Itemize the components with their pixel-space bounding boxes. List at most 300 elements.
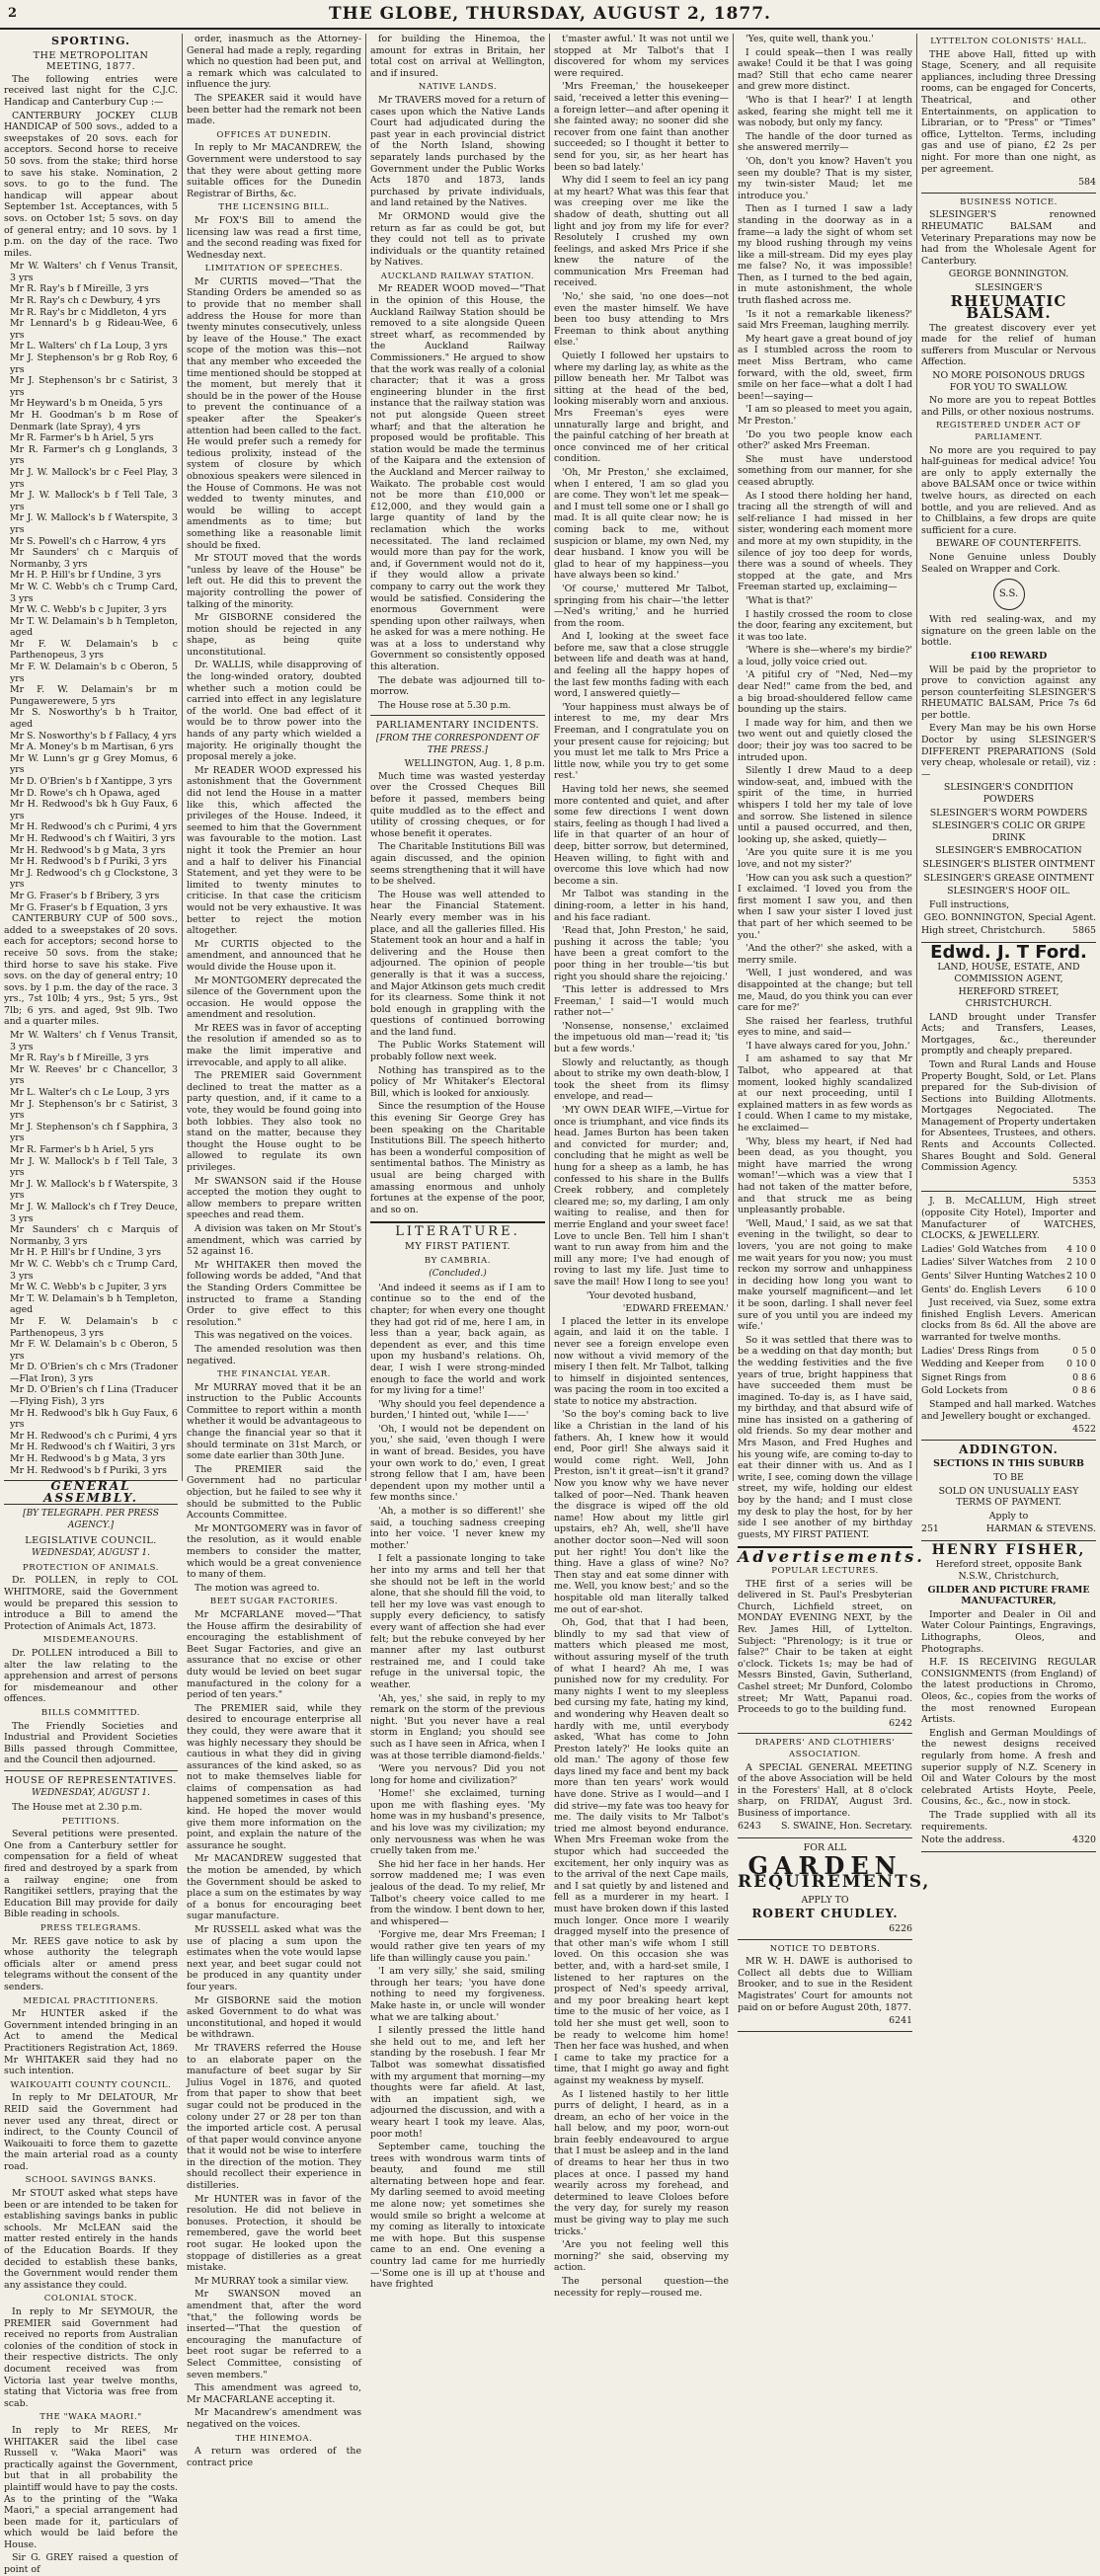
price-item: Gents' do. English Levers [921,1284,1042,1295]
ad-footer [921,1834,1096,1846]
price-value: 0 8 6 [1072,1385,1096,1397]
race-entry: Mr W. C. Webb's b c Jupiter, 3 yrs [10,604,167,616]
paragraph: 'A pitiful cry of "Ned, Ned—my dear Ned!" came from the bed, and a big broad-shouldered fellow came bounding up the stairs. [738,669,912,716]
section-heading: THE LICENSING BILL. [218,202,330,213]
paragraph: 'Is it not a remarkable likeness?' said Mrs Freeman, laughing merrily. [738,308,912,332]
race-entry: Mr H. P. Hill's br f Undine, 3 yrs [10,1247,162,1259]
section-heading: PROTECTION OF ANIMALS. [22,1562,159,1573]
paragraph: Mr STOUT moved that the words "unless by leave of the House" be left out. He did this to prevent the majority controlling the power of talking of the minority. [187,553,361,610]
paragraph: Why did I seem to feel an icy pang at my heart? What was this fear that was creeping over me like the shadow of death, shutting out all light and joy from my life for ever? Resolutely I crushed my own feelings, and asked Mrs Price if she knew the nature of the communication Mrs Freeman had received. [554,175,729,289]
cup-entries [4,1030,178,1476]
garden-name: ROBERT CHUDLEY. [751,1907,899,1921]
ad-number: 584 [1078,177,1096,189]
ad-line: REGISTERED UNDER ACT OF PARLIAMENT. [936,421,1081,442]
race-entry: Mr H. Redwood's blk h Guy Faux, 6 yrs [10,1407,178,1431]
race-entry: Mr W. Lunn's gr g Grey Momus, 6 yrs [10,752,178,776]
paragraph: In reply to Mr DELATOUR, Mr REID said the Government had never used any threat, direct or indirect, to the County Council of Waikouaiti to force them to gazette the main arterial road as a county road. [4,2092,178,2172]
price-value: 2 10 0 [1066,1257,1096,1269]
price-row [921,1359,1096,1370]
ad-signature: S. SWAINE, Hon. Secretary. [780,1821,912,1833]
ad-body: English and German Mouldings of the newest designs received regularly from home. A fresh and superior supply of N.Z. Scenery in Oil and Water Colours by the most celebrated Artists Hoyte, Peele, Cousins, &c., &c., now in stock. [921,1727,1096,1808]
ad-body: Stamped and hall marked. Watches and Jewellery bought or exchanged. [921,1398,1096,1422]
paragraph: Mr READER WOOD expressed his astonishment that the Government did not lend the House in a matter like this, which affected the privileges of the House. Indeed, it seemed to him that the Government was favourable to the motion. Last night it took the Premier an hour and a half to deliver his Financial Statement, and yet they were to be limited to twenty minutes to criticise. In that case the criticism would not be very exhaustive. It was better to reject the motion altogether. [187,764,361,937]
race-entry: Mr J. W. Mallock's ch f Trey Deuce, 3 yrs [10,1201,178,1224]
paragraph: 'Why should you feel dependence a burden,' I hinted out, 'while I——' [370,1398,545,1422]
ad-heading: DRAPERS' AND CLOTHIERS' ASSOCIATION. [754,1738,896,1759]
ad-line: TO BE [993,1471,1024,1483]
ad-heading: NOTICE TO DEBTORS. [769,1943,881,1954]
paragraph: 'Do you two people know each other?' asked Mrs Freeman. [738,429,912,452]
paragraph: 'Are you quite sure it is me you love, and not my sister?' [738,847,912,870]
letter-signature: 'EDWARD FREEMAN.' [622,1303,729,1315]
race-entry: Mr G. Fraser's b f Bribery, 3 yrs [10,890,160,901]
ad-line: FOR ALL [803,1842,847,1854]
paragraph: I placed the letter in its envelope again, and laid it on the table. I never see a foreign envelope even now without a vivid memory of the misery I then felt. Mr Talbot, talking to himself in disjointed sentences, was pacing the room in too excited a state to notice my abstraction. [554,1315,729,1407]
paragraph: Mr Macandrew's amendment was negatived on the voices. [187,2407,361,2430]
divider [4,1770,178,1771]
section-heading: BEET SUGAR FACTORIES. [209,1597,339,1607]
paragraph: The amended resolution was then negatived. [187,1343,361,1366]
race-entry: Mr Saunders' ch c Marquis of Normanby, 3 yrs [10,1224,178,1247]
ad-body: J. B. McCALLUM, High street (opposite City Hotel), Importer and Manufacturer of WATCHES, CLOCKS, & JEWELLERY. [921,1196,1096,1242]
paragraph: Sir G. GREY raised a question of point of [4,2552,178,2576]
paragraph: 'Nonsense, nonsense,' exclaimed the impetuous old man—'read it; 'tis but a few words.' [554,1020,729,1055]
paragraph: A division was taken on Mr Stout's amendment, which was carried by 52 against 16. [187,1222,361,1258]
race-entry: Mr H. Redwood's bk h Guy Faux, 6 yrs [10,799,178,821]
paragraph: The House was well attended to hear the Financial Statement. Nearly every member was in his place, and all the galleries filled. His Statement took an hour and a half in delivering and the House then adjourned. The opinion of people generally is that it was a success, and Major Atkinson gets much credit for its clearness. Some think it not bold enough in grappling with the questions of continued borrowing and the land fund. [370,889,545,1038]
paragraph: 'This letter is addressed to Mrs Freeman,' I said—'I would much rather not—' [554,984,729,1019]
ad-footer [921,1523,1096,1535]
ad-body: SLESINGER'S renowned RHEUMATIC BALSAM and Veterinary Preparations may now be had from the Wholesale Agent for Canterbury. [921,209,1096,267]
product-item: SLESINGER'S BLISTER OINTMENT [922,859,1095,870]
paragraph: 'I have always cared for you, John.' [746,1040,910,1052]
literature-heading: LITERATURE. [370,1221,545,1238]
advertisements-heading: Advertisements. [738,1547,925,1567]
race-entry: Mr R. Ray's ch c Dewbury, 4 yrs [10,295,161,307]
race-entry: Mr H. Redwood's b f Puriki, 3 yrs [10,856,167,868]
paragraph: 'Ah, a mother is so different!' she said, a touching sadness creeping into her voice. 'I never knew my mother.' [370,1506,545,1551]
ad-line: SECTIONS IN THIS SUBURB [933,1458,1084,1470]
ad-line: Hereford street, opposite Bank N.S.W., Christchurch, [935,1559,1082,1583]
ad-heading: ADDINGTON. [959,1442,1059,1456]
paragraph: 'And indeed it seems as if I am to continue so to the end of the chapter; for when every one thought they had got rid of me, here I am, in less than a year, back again, as dependent as ever, and this time upon my husband's relations. Oh, dear, I wish I were strong-minded enough to face the world and work for my living for a time!' [370,1282,545,1397]
race-entry: Mr J. Stephenson's br g Rob Roy, 6 yrs [10,352,178,375]
paragraph: for building the Hinemoa, the amount for extras in Britain, her total cost on arrival at Wellington, and if insured. [370,34,545,79]
paragraph: Several petitions were presented. One from a Canterbury settler for compensation for a field of wheat fired and destroyed by a spark from a railway engine; one from Rangitikei settlers, praying that the Education Bill may provide for daily Bible reading in schools. [4,1829,178,1920]
assembly-heading: GENERAL ASSEMBLY. [4,1480,178,1505]
paragraph: The House rose at 5.30 p.m. [378,699,511,711]
paragraph: The handle of the door turned as she answered merrily— [738,130,912,154]
paragraph: September came, touching the trees with wondrous warm tints of beauty, and found me still alternating between hope and fear. My darling seemed to avoid meeting me alone now; yet sometimes she would smile so bright a welcome at my coming as literally to intoxicate me with hope. But this suspense came to an end. One evening a country lad came for me hurriedly—'Some one is ill up at t'house and have frighted [370,2142,545,2291]
race-entry: Mr G. Fraser's b f Equation, 3 yrs [10,901,168,913]
race-entry: Mr R. Farmer's b h Ariel, 5 yrs [10,1144,154,1155]
ad-line: BEWARE OF COUNTERFEITS. [935,538,1082,550]
paragraph: A return was ordered of the contract price [187,2446,361,2468]
paragraph: And I, looking at the sweet face before me, saw that a close struggle between life and death was at hand, and feeling all the happy hopes of the last few months fading with each word, I answered quietly— [554,631,729,700]
letter-closing: 'Your devoted husband, [586,1289,697,1301]
price-item: Ladies' Silver Watches from [921,1257,1053,1269]
rheumatic-title: RHEUMATIC BALSAM. [950,292,1067,323]
paragraph: The debate was adjourned till to-morrow. [370,674,545,698]
race-entry: Mr H. Redwood's ch c Purimi, 4 yrs [10,821,178,833]
section-heading: THE HINEMOA. [235,2433,313,2444]
paragraph: Since the resumption of the House this evening Sir George Grey has been speaking on the Charitable Institutions Bill. The speech hitherto has been a wonderful composition of sentimental bathos. The Ministry as usual are being charged with amassing enormous and unholy fortunes at the expense of the poor, and so on. [370,1101,545,1215]
race-entry: Mr S. Powell's ch c Harrow, 4 yrs [10,535,166,547]
paragraph: 'Of course,' muttered Mr Talbot, springing from his chair—'the letter—Ned's writing,' and he hurried from the room. [554,583,729,629]
product-item: SLESINGER'S COLIC OR GRIPE DRINK [931,820,1086,843]
column-3 [365,34,549,2291]
paragraph: Mr MONTGOMERY deprecated the silence of the Government upon the occasion. He would oppose the amendment and resolution. [187,975,361,1021]
race-entry: Mr H. Redwood's ch f Waitiri, 3 yrs [10,1442,176,1453]
product-item: SLESINGER'S EMBROCATION [935,845,1082,857]
reward-line: £100 REWARD [970,650,1048,662]
paragraph: Mr CURTIS moved—"That the Standing Orders be amended so as to provide that no member shall address the House for more than twenty minutes consecutively, unless by leave of the House." The exact scope of the motion was this—not that any member who exceeded the time mentioned should be stopped at the moment, but merely that it should be in the power of the House to prevent the continuance of a speaker after the Speaker's attention had been called to the fact. He would prefer such a remedy for tedious prolixity, instead of the system of closure by which obnoxious speakers were silenced in the House of Commons. He was not wedded to twenty minutes, and would be willing to accept amendments as to time; but something like a reasonable limit should be fixed. [187,275,361,551]
ad-line: GEO. BONNINGTON, Special Agent. [923,912,1096,924]
paragraph: The personal question—the necessity for reply—roused me. [554,2276,729,2299]
ad-line: Apply to [988,1510,1029,1522]
ad-line: GEORGE BONNINGTON. [948,269,1069,280]
ford-ad [921,941,1096,1193]
race-entry: Mr W. Walters' ch f Venus Transit, 3 yrs [10,1030,178,1053]
section-heading: PETITIONS. [61,1816,120,1827]
race-entry: Mr R. Farmer's b h Ariel, 5 yrs [10,432,154,444]
council-heading: LEGISLATIVE COUNCIL. [25,1534,157,1546]
ad-number: 5353 [1072,1175,1096,1187]
ad-body: Will be paid by the proprietor to prove to conviction against any person counterfeiting SLESINGER'S RHEUMATIC BALSAM, Price 7s 6d per bottle. [921,664,1096,721]
ad-line: APPLY TO [801,1894,849,1906]
ad-number: 5865 [1072,924,1096,936]
race-entry: Mr H. Redwood's ch c Purimi, 4 yrs [10,1430,178,1442]
paragraph: 'I am very silly,' she said, smiling through her tears; 'you have done nothing to need my forgiveness. Make haste in, or uncle will wonder what we are talking about.' [370,1966,545,2023]
paragraph: In reply to Mr REES, Mr WHITAKER said the libel case Russell v. "Waka Maori" was practically against the Government, but that in all probability the plaintiff would have to pay the costs. As to the printing of the "Waka Maori," a special arrangement had been made for it, particulars of which would be laid before the House. [4,2424,178,2550]
section-heading: SCHOOL SAVINGS BANKS. [25,2175,157,2186]
product-list [921,782,1096,897]
parliamentary-heading: PARLIAMENTARY INCIDENTS. [375,720,540,732]
paragraph: Mr ORMOND would give the return as far as could be got, but they could not tell as to private individuals or the quantity retained by Natives. [370,210,545,269]
paragraph: 'Oh, I would not be dependent on you,' she said, 'even though I were in want of bread. Besides, you have your own work to do,' even, I great strong fellow that I am, have been dependent upon my mother until a few months since.' [370,1423,545,1504]
race-entry: Mr D. O'Brien's ch c Mrs (Tradoner—Flat Iron), 3 yrs [10,1362,178,1384]
paragraph: The motion was agreed to. [195,1582,320,1594]
race-entry: Mr H. Redwood's ch f Waitiri, 3 yrs [10,832,176,844]
ad-footer [921,925,1096,937]
paragraph: 'So the boy's coming back to live like a Christian in the land of his fathers. Ah, I knew how it would end, Poor girl! She always said it would come right. Well, John Preston, isn't it great—isn't it grand? Now you know why we have never talked of poor—Ned. Thank heaven the disgrace is wiped off the old name! How about my little girl upstairs, eh? Ah, well, she'll have another doctor soon—Ned will soon put her right! You don't like the thing. Have a glass of wine? No? Then stay and eat some dinner with me. Well, you know best;' and so the hospitable old man literally talked me out of ear-shot. [554,1409,729,1615]
paragraph: I felt a passionate longing to take her into my arms and tell her that she should not be left in the world alone, that she should fill the void, to tell her my love was vast enough to supply every deficiency, to satisfy every want of affection she had ever felt; but the rebuke conveyed by her manner after my last outburst restrained me, and I could take refuge in the universal topic, the weather. [370,1553,545,1690]
race-entry: Mr L. Walter's ch c Le Loup, 3 yrs [10,1087,170,1099]
paragraph: I silently pressed the little hand she held out to me, and left her standing by the rosebush. I fear Mr Talbot was somewhat dissatisfied with my argument that morning—my thoughts were far afield. At last, with an impatient sigh, we adjourned the discussion, and with a weary heart I took my leave. Alas, poor moth! [370,2025,545,2140]
ad-line: GILDER AND PICTURE FRAME MANUFACTURER, [927,1584,1090,1607]
price-row [921,1346,1096,1358]
paragraph: Mr. REES gave notice to ask by whose authority the telegraph officials alter or amend press telegrams without the consent of the senders. [4,1935,178,1992]
ad-body: The greatest discovery ever yet made for the relief of human sufferers from Muscular or Nervous Affection. [921,322,1096,368]
price-value: 6 10 0 [1066,1284,1096,1295]
fisher-ad [921,1541,1096,1852]
paragraph: 'Why, bless my heart, if Ned had been dead, as you thought, you might have married the wrong woman!'—which was a view that I had not taken of the matter before, and that struck me as being unpleasantly probable. [738,1135,912,1216]
paragraph: Mr MURRAY moved that it be an instruction to the Public Accounts Committee to report within a month whether it would be advantageous to change the financial year so that it should terminate on 31st March, or some date earlier than 30th June. [187,1381,361,1462]
garden-requirements: REQUIREMENTS, [738,1872,931,1893]
race-entry: Mr H. P. Hill's br f Undine, 3 yrs [10,570,162,582]
race-entry: Mr R. Ray's b f Mireille, 3 yrs [10,1053,149,1064]
paragraph: 'MY OWN DEAR WIFE,—Virtue for once is triumphant, and vice finds its head. James Burton has been taken and convicted for murder; and, concluding that he might as well be hung for a sheep as a lamb, he has confessed to his share in the Bullfs Creek robbery, and completely cleared me; so, my darling, I am only waiting to realise, and then for merrie England and your sweet face! Love to uncle Ben. Tell him I shan't want to run away from him and the mill any more; I've had enough of roving to last my life. Just time to save the mail! How I long to see you! [554,1105,729,1288]
paragraph: Mr HUNTER was in favor of the resolution. He did not believe in bonuses. Protection, it should be remembered, gave the world beet root sugar. He looked upon the stoppage of distilleries as a great mistake. [187,2193,361,2274]
ad-body: None Genuine unless Doubly Sealed on Wrapper and Cork. [921,551,1096,575]
ad-body: A SPECIAL GENERAL MEETING of the above Association will be held in the Foresters' Hall, at 8 o'clock sharp, on FRIDAY, August 3rd. Business of importance. [738,1761,912,1819]
paragraph: 'Your happiness must always be of interest to me, my dear Mrs Freeman, and I congratulate you on your present cause for rejoicing; but you must let me talk to Mrs Price a little now, while you try to get some rest.' [554,701,729,782]
paragraph: This was negatived on the voices. [195,1330,353,1342]
paragraph: Mr REES was in favor of accepting the resolution if amended so as to make the limit imperative and irrevocable, and apply to all alike. [187,1022,361,1068]
section-heading: WAIKOUAITI COUNTY COUNCIL. [10,2079,172,2090]
ad-number: 6241 [889,2015,912,2027]
race-entry: Mr J. W. Mallock's b f Waterspite, 3 yrs [10,512,178,535]
paragraph: So it was settled that there was to be a wedding on that day month; but the wedding festivities and the five years of true, bright happiness that have succeeded them must be imagined. To-day is, as I have said, my birthday, and that absurd wife of mine has insisted on a gathering of old friends. So my dear mother and Mrs Mason, and Fred Hughes and his young wife, are coming to-day to eat their dinner with us. And as I write, I see, coming down the village street, my wife, holding our eldest boy by the hand; and I must close my desk to play the host, for by her side I see another of my birthday guests, MY FIRST PATIENT. [738,1334,912,1540]
paragraph: 'Home!' she exclaimed, turning upon me with flashing eyes. 'My home was in my husband's presence, and his love was my civilization; my only nervousness was when he was cruelly taken from me.' [370,1788,545,1857]
paragraph: The following entries were received last night for the C.J.C. Handicap and Canterbury Cup :— [4,73,178,108]
paragraph: 'Well, I just wondered, and was disappointed at the change; but tell me, Maud, do you think you can ever care for me?' [738,968,912,1014]
paragraph: Mr CURTIS objected to the amendment, and announced that he would divide the House upon it. [187,938,361,973]
section-heading: LIMITATION OF SPEECHES. [204,264,344,274]
story-byline: BY CAMBRIA. [424,1255,492,1266]
ad-number: 6243 [738,1821,761,1833]
paragraph: The House met at 2.30 p.m. [12,1802,143,1814]
price-item: Ladies' Gold Watches from [921,1243,1048,1255]
ad-note: Note the address. [921,1834,1005,1846]
paragraph: order, inasmuch as the Attorney-General had made a reply, regarding which no question had been put, and a remark which was calculated to influence the jury. [187,34,361,91]
paragraph: 'How can you ask such a question?' I exclaimed. 'I loved you from the first moment I saw you, and then when I saw your sister I loved just that part of her which seemed to be you.' [738,872,912,941]
paragraph: Mr MCFARLANE moved—"That the House affirm the desirability of encouraging the establishment of Beet Sugar Factories, and give an assurance that no excise or other duty would be levied on beet sugar manufactured in the colony for a period of ten years." [187,1608,361,1701]
ad-body: With red sealing-wax, and my signature on the green lable on the bottle. [921,614,1096,649]
paragraph: Much time was wasted yesterday over the Crossed Cheques Bill before it passed, members being quite muddled as to the effect and utility of crossing cheques, or for whose benefit it operates. [370,770,545,839]
paragraph: She hid her face in her hands. Her sorrow maddened me; I was even jealous of the dead. To my relief, Mr Talbot's cheery voice called to me from the window. I bent down to her, and whispered— [370,1858,545,1927]
lyttelton-ad [921,37,1096,194]
lectures-ad [738,1566,912,1734]
race-entry: Mr J. W. Mallock's b f Waterspite, 3 yrs [10,1178,178,1202]
paragraph: The Public Works Statement will probably follow next week. [370,1040,545,1063]
ad-heading: LYTTELTON COLONISTS' HALL. [930,37,1087,46]
ad-body: No more are you required to pay half-guineas for medical advice! You are only to apply externally the above BALSAM once or twice within twelve hours, as directed on each bottle, and you are relieved. And as to Chilblains, a few drops are quite sufficient for a cure. [921,444,1096,536]
price-value: 0 10 0 [1066,1359,1096,1370]
paragraph: 'Who is that I hear?' I at length asked, fearing she might tell me it was nobody, but only my fancy. [738,94,912,129]
telegraph-line: [BY TELEGRAPH. PER PRESS AGENCY.] [23,1509,159,1530]
ad-body: MR W. H. DAWE is authorised to Collect all debts due to William Brooker, and to sue in the Resident Magistrates' Court for amounts not paid on or before August 20th, 1877. [738,1956,912,2013]
ad-number: 4522 [1072,1424,1096,1436]
paragraph: I could speak—then I was really awake! Could it be that I was going mad? Still that echo came nearer and grew more distinct. [738,46,912,93]
race-entry: Mr H. Goodman's b m Rose of Denmark (late Spray), 4 yrs [10,410,178,432]
paragraph: 'Read that, John Preston,' he said, pushing it across the table; 'you have been a great comfort to the poor thing in her trouble—'tis but right you should share the rejoicing.' [554,925,729,982]
ad-body: Importer and Dealer in Oil and Water Colour Paintings, Engravings, Lithographs, Oleos, and Photographs. [921,1608,1096,1655]
race-entry: Mr Heyward's b m Oneida, 5 yrs [10,398,163,410]
race-entry: Mr Saunders' ch c Marquis of Normanby, 3 yrs [10,547,178,570]
paragraph: This amendment was agreed to, Mr MACFARLANE accepting it. [187,2382,361,2405]
story-title: MY FIRST PATIENT. [405,1240,511,1252]
paragraph: As I listened hastily to her little purrs of delight, I heard, as in a dream, an echo of her voice in the hall below, and my poor, worn-out brain feebly endeavoured to argue that I must be asleep and in the land of dreams to hear her thus in two places at once. I passed my hand wearily across my forehead, and determined to leave Cloloes before the very day, for surely my reason must be giving way to play me such tricks.' [554,2088,729,2237]
addington-ad [921,1444,1096,1541]
race-entry: Mr T. W. Delamain's b h Templeton, aged [10,1292,178,1316]
debtors-ad [738,1944,912,2032]
ad-line: HEREFORD STREET, CHRISTCHURCH. [958,986,1060,1009]
race-entry: Mr F. W. Delamain's b c Oberon, 5 yrs [10,662,178,684]
paragraph: Mr FOX'S Bill to amend the licensing law was read a first time, and the second reading was fixed for Wednesday next. [187,214,361,261]
price-item: Wedding and Keeper from [921,1359,1045,1370]
page-number: 2 [8,6,19,21]
ad-body: THE first of a series will be delivered in St. Paul's Presbyterian Church, Lichfield street, on MONDAY EVENING NEXT, by the Rev. James Hill, of Lyttelton. Subject: "Phrenology; is it true or false?" Chair to be taken at eight o'clock. Tickets 1s; may be had of Messrs Binsted, Gavin, Sutherland, Cashel street; Mr Dunford, Colombo street; Mr Watt, Papanui road. Proceeds to go to the building fund. [738,1578,912,1716]
paragraph: The PREMIER said the Government had no particular objection, but he failed to see why it should be submitted to the Public Accounts Committee. [187,1463,361,1522]
section-heading: OFFICES AT DUNEDIN. [216,129,332,140]
race-entry: Mr R. Farmer's ch g Longlands, 3 yrs [10,443,178,467]
price-value: 0 8 6 [1072,1371,1096,1383]
product-item: SLESINGER'S GREASE OINTMENT [923,872,1094,884]
paragraph: The PREMIER said Government declined to treat the matter as a party question, and, if it came to a vote, they would be found going into both lobbies. They also took no stand on the matter, because they thought the House ought to be allowed to regulate its own privileges. [187,1070,361,1173]
race-entry: Mr H. Redwood's b g Mata, 3 yrs [10,844,166,856]
paragraph: Mr WHITAKER then moved the following words be added, "And that the Standing Orders Committee be instructed to frame a Standing Order to give effect to this resolution." [187,1259,361,1328]
paragraph: Mr SWANSON said if the House accepted the motion they ought to allow members to prepare written speeches and read them. [187,1175,361,1221]
race-entry: Mr H. Redwood's b g Mata, 3 yrs [10,1453,166,1465]
race-entry: Mr F. W. Delamain's b c Oberon, 5 yrs [10,1339,178,1362]
race-entry: Mr S. Nosworthy's b f Fallacy, 4 yrs [10,730,177,742]
paragraph: t'master awful.' It was not until we stopped at Mr Talbot's that I discovered for whom my services were required. [554,34,729,79]
paragraph: Dr. POLLEN, in reply to COL WHITMORE, said the Government would be prepared this session to introduce a Bill to amend the Protection of Animals Act, 1873. [4,1575,178,1632]
ad-signature: HARMAN & STEVENS. [985,1523,1096,1535]
sporting-heading: SPORTING. [51,35,130,47]
paragraph: Mr Talbot was standing in the dining-room, a letter in his hand, and his face radiant. [554,889,729,923]
section-heading: BILLS COMMITTED. [40,1707,141,1718]
product-item: SLESINGER'S HOOF OIL. [947,886,1070,898]
ad-heading: BUSINESS NOTICE. [960,196,1058,207]
race-entry: Mr D. O'Brien's ch f Lina (Traducer—Flying Fish), 3 yrs [10,1384,178,1408]
paragraph: 'I am so pleased to meet you again, Mr Preston.' [738,404,912,427]
paragraph: Then as I turned I saw a lady standing in the doorway as in a frame—a lady the sight of whom set my blood rushing through my veins like a mill-stream. Did my eyes play me false? No, it was impossible! Then, as I turned to the bed again, in mute astonishment, the whole truth flashed across me. [738,203,912,307]
race-entry: Mr R. Ray's br c Middleton, 4 yrs [10,306,167,318]
price-row [921,1385,1096,1397]
paragraph: The PREMIER said, while they desired to encourage enterprise all they could, they were aware that it was highly necessary they should be cautious in what they did in giving assurances of the kind asked, so as not to make themselves liable for claims of compensation as had happened sometimes in cases of this kind. He hoped the mover would give them more information on the point, and explain the nature of the assurance he sought. [187,1702,361,1851]
masthead [0,0,1100,30]
race-entry: Mr W. C. Webb's ch c Trump Card, 3 yrs [10,1258,178,1282]
price-row [921,1372,1096,1384]
price-item: Gold Lockets from [921,1385,1008,1397]
section-heading: AUCKLAND RAILWAY STATION. [380,271,535,281]
paragraph: Slowly and reluctantly, as though about to strike my own death-blow, I took the sheet from its flimsy envelope, and read— [554,1056,729,1103]
product-item: SLESINGER'S CONDITION POWDERS [943,782,1074,806]
column-4 [549,34,733,2299]
price-row [921,1244,1096,1256]
race-entry: Mr W. Walters' ch f Venus Transit, 3 yrs [10,261,178,283]
ad-line: NO MORE POISONOUS DRUGS FOR YOU TO SWALLOW. [932,370,1085,393]
paragraph: Mr MONTGOMERY was in favor of the resolution, as it would enable members to consider the matter, which would be a great convenience to many of them. [187,1522,361,1581]
paragraph: 'Where is she—where's my birdie?' a loud, jolly voice cried out. [738,645,912,667]
paragraph: Mr GISBORNE considered the motion should be rejected in any shape, as being quite unconstitutional. [187,612,361,658]
paragraph: 'And the other?' she asked, with a merry smile. [738,943,912,966]
house-date: WEDNESDAY, AUGUST 1. [32,1788,150,1799]
council-date: WEDNESDAY, AUGUST 1. [32,1548,150,1559]
price-value: 0 5 0 [1072,1345,1096,1357]
paragraph: I hastily crossed the room to close the door, fearing any excitement, but it was too late. [738,608,912,643]
masthead-title: THE GLOBE, THURSDAY, AUGUST 2, 1877. [329,4,771,24]
race-entry: Mr D. O'Brien's b f Xantippe, 3 yrs [10,776,173,787]
paragraph: I made way for him, and then we two went out and quietly closed the door; their joy was too sacred to be intruded upon. [738,717,912,763]
race-entry: Mr W. C. Webb's ch c Trump Card, 3 yrs [10,581,178,604]
paragraph: 'What is that?' [746,594,814,606]
section-heading: PRESS TELEGRAMS. [39,1923,142,1933]
ad-body: Just received, via Suez, some extra finished English Levers. American clocks from 8s 6d. All the above are warranted for twelve months. [921,1297,1096,1343]
paragraph: The SPEAKER said it would have been better had the remark not been made. [187,92,361,127]
race-entry: Mr J. Redwood's ch g Clockstone, 3 yrs [10,867,178,891]
paragraph: The Friendly Societies and Industrial and Provident Societies Bills passed through Committee, and the Council then adjourned. [4,1720,178,1766]
race-entry: Mr J. W. Mallock's b f Tell Tale, 3 yrs [10,490,178,512]
paragraph: Mr GISBORNE said the motion asked Government to do what was unconstitutional, and hoped it would be withdrawn. [187,1994,361,2041]
paragraph: Dr. POLLEN introduced a Bill to alter the law relating to the apprehension and arrest of persons for misdemeanour and other offences. [4,1647,178,1705]
meeting-heading: THE METROPOLITAN MEETING, 1877. [33,49,149,73]
race-entry: Mr J. Stephenson's br c Satirist, 3 yrs [10,1098,178,1122]
mccallum-ad [921,1196,1096,1440]
paragraph: Quietly I followed her upstairs to where my darling lay, as white as the pillow beneath her. Mr Talbot was sitting at the head of the bed, looking miserably worn and anxious. Mrs Freeman's eyes were unnaturally large and bright, and the painful catching of her breath at once convinced me of her critical condition. [554,351,729,465]
paragraph: Oh, God, that that I had been, blindly to my sad that view of matters which pleased me most, without assuring myself of the truth of what I heard? Ah me, I was punished now for my credulity. For many nights I went to my sleepless bed cursing my fate, hating my kind, and wondering why Heaven dealt so hardly with me, until everybody asked, 'What has come to John Preston lately?' He looks quite an old man.' The agony of those few days lined my face and bent my back more than ten years' work would have done. Strive as I would—and I did strive—my fate was too heavy for me. The daily visits to Mr Talbot's tried me almost beyond endurance. When Mrs Freeman woke from the stupor which had succeeded the excitement, her only inquiry was as to the arrival of the next Cape mails, and I sat quietly by and listened and fell as a murderer in my heart. I must have broken down if this lasted much longer. Once more I wearily dragged myself into the presence of that other man's wife whom I still loved. On this occasion she was better, and, with a hard-set smile, I listened to her raptures on the prospect of Ned's speedy arrival, and my poor breaking heart kept time to the music of her voice, as I told her she must get well, soon to be ready to welcome him home! Then her face was hushed, and when I came to take my practice for a time, that I might go away and fight against my weakness by myself. [554,1617,729,2086]
ad-body: The Trade supplied with all its requirements. [921,1809,1096,1833]
race-entry: Mr T. W. Delamain's b h Templeton, aged [10,615,178,639]
paragraph: In reply to Mr SEYMOUR, the PREMIER said Government had received no reports from Australian colonies of the condition of stock in their respective districts. The only document received was from Victoria last year twelve months, stating that Victoria was free from scab. [4,2306,178,2409]
column-1 [0,34,182,2576]
correspondent-line: [FROM THE CORRESPONDENT OF THE PRESS.] [375,734,540,755]
price-row [921,1257,1096,1269]
slesinger-ad [921,197,1096,943]
paragraph: Mr TRAVERS referred the House to an elaborate paper on the manufacture of beet sugar by Sir Julius Vogel in 1876, and quoted from that paper to show that beet sugar could not be produced in the colony under 27 or 28 per ton than the imported article cost. A perusal of that paper would convince anyone that it would not be wise to interfere in the direction of the motion. They should recollect their experience in distilleries. [187,2042,361,2192]
paragraph: In reply to Mr MACANDREW, the Government were understood to say that they were about getting more suitable offices for the Dunedin Registrar of Births, &c. [187,142,361,199]
paragraph: 'Forgive me, dear Mrs Freeman; I would rather give ten years of my life than willingly cause you pain.' [370,1929,545,1964]
ad-body: THE above Hall, fitted up with Stage, Scenery, and all requisite appliances, including three Dressing rooms, can be engaged for Concerts, Theatrical, and other Entertainments, on application to Librarian, or to "Press" or "Times" office, Lyttelton. Terms, including gas and use of piano, £2 2s per night. For more than one night, as per agreement. [921,48,1096,175]
price-row [921,1271,1096,1283]
paragraph: Mr MACANDREW suggested that the motion be amended, by which the Government should be asked to place a sum on the estimates by way of a bonus for encouraging beet sugar manufacture. [187,1853,361,1922]
paragraph: Mr READER WOOD moved—"That in the opinion of this House, the Auckland Railway Station should be removed to a site alongside Queen street wharf, as recommended by the Auckland Railway Commissioners." He argued to show that the work was really of a colonial character; that it was a gross engineering blunder in the first instance that the railway station was not put alongside Queen street wharf; and that the alteration he proposed would be profitable. This station would be made the terminus of the Kaipara and the extension of the Auckland and Mercer railway to Waikato. The probable cost would not be more than £10,000 or £12,000, and they would gain a large quantity of land by the reclamation which the works necessitated. The land reclaimed would more than pay for the work, and, if Government would not do it, if they would allow a private company to carry out the work they would be satisfied. Considering the enormous Government were spending upon other railways, when he asked for was a mere nothing. He was at a loss to understand why Government so consistently opposed this alteration. [370,283,545,673]
paragraph: My heart gave a great bound of joy as I stumbled across the room to meet Miss Bertram, who came forward, with the old, sweet, firm smile on her face—what a dolt I had been!—saying— [738,333,912,402]
ad-line: SLESINGER'S [975,281,1043,293]
ad-heading: POPULAR LECTURES. [771,1566,879,1576]
section-heading: COLONIAL STOCK. [43,2294,138,2304]
story-concluded: (Concluded.) [429,1269,487,1280]
product-item: SLESINGER'S WORM POWDERS [929,807,1088,819]
race-entry: Mr F. W. Delamain's br m Pungawerewere, 5 yrs [10,684,178,707]
ad-line: LAND, HOUSE, ESTATE, AND COMMISSION AGENT, [937,962,1080,984]
race-entry: Mr L. Walters' ch f La Loup, 3 yrs [10,341,168,352]
race-entry: Mr A. Money's b m Martisan, 6 yrs [10,742,174,753]
paragraph: 'No,' she said, 'no one does—not even the master himself. We have been too busy attending to Mrs Freeman to think about anything else.' [554,291,729,349]
paragraph: Mr STOUT asked what steps have been or are intended to be taken for establishing savings banks in public schools. Mr McLEAN said the matter rested entirely in the hands of the Education Boards. If they decided to establish these banks, the Government would render them any assistance they could. [4,2188,178,2291]
race-entry: Mr W. Reeves' br c Chancellor, 3 yrs [10,1063,178,1087]
ad-footer [738,1821,912,1833]
price-value: 2 10 0 [1066,1271,1096,1282]
ad-number: 6226 [889,1923,912,1935]
paragraph: The Charitable Institutions Bill was again discussed, and the opinion seems strengthening that it will have to be shelved. [370,841,546,888]
garden-title: GARDEN [747,1850,903,1880]
ad-address: High street, Christchurch. [921,924,1046,936]
paragraph: 'Well, Maud,' I said, as we sat that evening in the twilight, so dear to lovers, 'you are not going to make me wait years for you now; you must reckon my sorrow and unhappiness in deciding how long you want to make yourself magnificent—and let it be soon, darling. I shall never feel sure of you until you are indeed my wife.' [738,1217,912,1333]
ad-body: LAND brought under Transfer Acts; and Transfers, Leases, Mortgages, &c., thereunder promptly and cheaply prepared. [921,1011,1096,1057]
paragraph: Dr. WALLIS, while disapproving of the long-winded oratory, doubted whether such a motion could be carried into effect in any legislature of the world. One bad effect of it would be to throw power into the hands of any party which wielded a majority. He originally thought the proposal merely a joke. [187,660,361,763]
paragraph: Silently I drew Maud to a deep window-seat, and, imbued with the spirit of the time, in hurried whispers I told her my tale of love and sorrow. She listened in silence until a paused occurred, and then, looking up, she asked, quietly— [738,765,912,845]
paragraph: 'Are you not feeling well this morning?' she said, observing my action. [554,2239,729,2274]
price-value: 4 10 0 [1066,1243,1096,1255]
paragraph: Mr SWANSON moved an amendment that, after the word "that," the following words be inserted—"That the question of encouraging the manufacture of beet root sugar be referred to a Select Committee, consisting of seven members." [187,2289,361,2381]
handicap-entries [4,261,178,913]
ad-number: 251 [921,1523,939,1535]
race-entry: Mr R. Ray's b f Mireille, 3 yrs [10,283,149,295]
paragraph: Mr MURRAY took a similar view. [195,2275,350,2287]
paragraph: 'Oh, don't you know? Haven't you seen my double? That is my sister, my twin-sister Maud; let me introduce you.' [738,155,912,201]
ad-number: 6242 [889,1717,912,1729]
paragraph: Mr HUNTER asked if the Government intended bringing in an Act to amend the Medical Practitioners Registration Act, 1869. Mr WHITAKER said they had no such intention. [4,2008,178,2077]
ford-name: Edwd. J. T Ford. [930,941,1087,963]
paragraph: 'Yes, quite well, thank you.' [746,34,874,44]
race-entry: Mr W. C. Webb's b c Jupiter, 3 yrs [10,1282,167,1293]
section-heading: MISDEMEANOURS. [42,1635,139,1646]
race-entry: Mr D. Rowe's ch h Opawa, aged [10,787,161,799]
paragraph: As I stood there holding her hand, tracing all the strength of will and self-reliance I had missed in her sister, wondering each moment more and more at my own stupidity, in the silence of joy too deep for words, there was a sound of wheels. They stopped at the gate, and Mrs Freeman started up, exclaiming— [738,490,912,593]
